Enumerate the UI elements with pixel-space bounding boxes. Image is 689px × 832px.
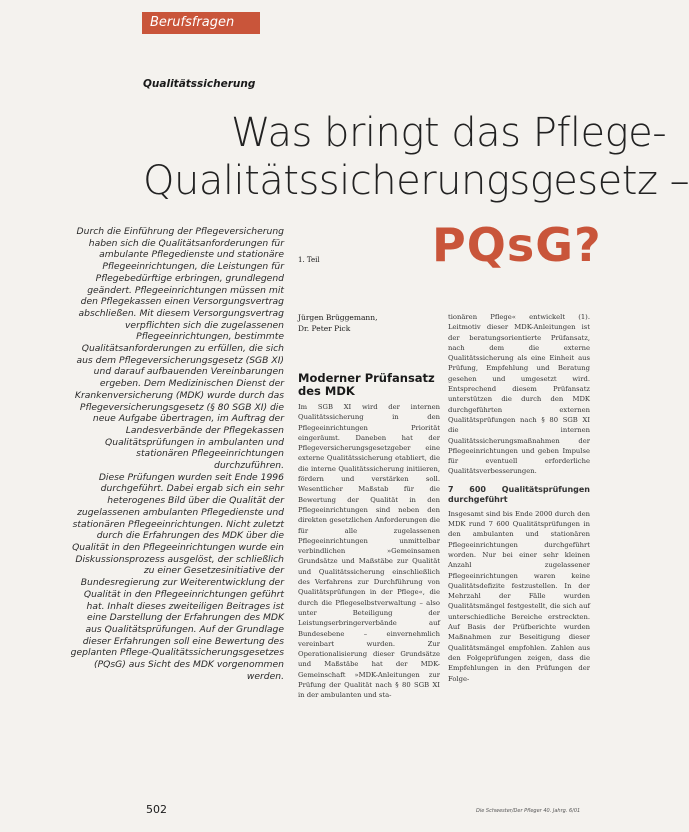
- body-text: Im SGB XI wird der internen Qualitätssicherung in den Pflegeeinrichtungen Priorität eingeräumt. Daneben hat der Pflegeversicherungsgesetzgeber eine externe Qualitätssicherung etabliert, die die interne Qualitätssicherung initiieren, fördern und verstärken soll. Wesentlicher Maßstab für die Bewertung der Qualität in den Pflegeeinrichtungen sind neben den direkten gesetzlichen Anforderungen die für alle zugelassenen Pflegeeinrichtungen unmittelbar verbindlichen »Gemeinsamen Grundsätze und Maßstäbe zur Qualität und Qualitätssicherung einschließlich des Verfahrens zur Durchführung von Qualitätsprüfungen in der Pflege«, die durch die Pflegeselbstverwaltung – also unter Beteiligung der Leistungserbringerverbände auf Bundesebene – einvernehmlich vereinbart wurden. Zur Operationalisierung dieser Grundsätze und Maßstäbe hat der MDK-Gemeinschaft »MDK-Anleitungen zur Prüfung der Qualität nach § 80 SGB XI in der ambulanten und sta-: [298, 403, 440, 700]
- body-text: tionären Pflege« entwickelt (1). Leitmotiv dieser MDK-Anleitungen ist der beratungsorientierte Prüfansatz, nach dem die externe Qualitätssicherung als eine Einheit aus Prüfung, Empfehlung und Beratung gesehen und umgesetzt wird. Entsprechend diesem Prüfansatz unterstützen die durch den MDK durchgeführten externen Qualitätsprüfungen nach § 80 SGB XI die internen Qualitätssicherungsmaßnahmen der Pflegeeinrichtungen und geben Impulse für eventuell erforderliche Qualitätsverbesserungen.: [448, 313, 590, 476]
- headline-line-1: Was bringt das Pflege-: [231, 110, 667, 156]
- author-name: Jürgen Brüggemann,: [298, 313, 378, 322]
- section-tab: Berufsfragen: [142, 12, 260, 34]
- footer-citation: Die Schwester/Der Pfleger 40. Jahrg. 6/01: [476, 808, 581, 814]
- headline-highlight: PQsG?: [432, 218, 602, 272]
- author-block: [298, 312, 438, 334]
- section-heading: Moderner Prüfansatz des MDK: [298, 371, 435, 398]
- column-2: [298, 402, 440, 701]
- author-name: Dr. Peter Pick: [298, 324, 351, 333]
- section-heading: 7 600 Qualitätsprüfungen durchgeführt: [448, 484, 590, 504]
- column-3: [448, 312, 590, 684]
- topic-label: Qualitätssicherung: [143, 78, 256, 90]
- headline-line-2: Qualitätssicherungsgesetz –: [143, 158, 689, 204]
- body-text: Insgesamt sind bis Ende 2000 durch den MDK rund 7 600 Qualitätsprüfungen in den ambulanten und stationären Pflegeeinrichtungen durchgeführt worden. Nur bei einer sehr kleinen Anzahl zugelassener Pflegeeinrichtungen waren keine Qualitätsdefizite festzustellen. In der Mehrzahl der Fälle wurden Qualitätsmängel festgestellt, die sich auf unterschiedliche Bereiche erstreckten. Auf Basis der Prüfberichte wurden Maßnahmen zur Beseitigung dieser Qualitätsmängel empfohlen. Zahlen aus den Folgeprüfungen zeigen, dass die Empfehlungen in den Prüfungen der Folge-: [448, 509, 590, 683]
- page-number: 502: [146, 803, 167, 816]
- part-label: 1. Teil: [298, 256, 320, 264]
- intro-paragraph: Diese Prüfungen wurden seit Ende 1996 durchgeführt. Dabei ergab sich ein sehr heterogenes Bild über die Qualität der zugelassenen ambulanten Pflegedienste und stationären Pflegeeinrichtungen. Nicht zuletzt durch die Erfahrungen des MDK über die Qualität in den Pflegeeinrichtungen wurde ein Diskussionsprozess ausgelöst, der schließlich zu einer Gesetzesinitiative der Bundesregierung zur Weiterentwicklung der Qualität in den Pflegeeinrichtungen geführt hat. Inhalt dieses zweiteiligen Beitrages ist eine Darstellung der Erfahrungen des MDK aus Qualitätsprüfungen. Auf der Grundlage dieser Erfahrungen soll eine Bewertung des geplanten Pflege-Qualitätssicherungsgesetzes (PQsG) aus Sicht des MDK vorgenommen werden.: [70, 471, 284, 682]
- intro-text: [70, 226, 284, 682]
- column-2-heading-wrap: [298, 372, 440, 402]
- intro-paragraph: Durch die Einführung der Pflegeversicherung haben sich die Qualitätsanforderungen für ambulante Pflegedienste und stationäre Pflegeeinrichtungen, die Leistungen für Pflegebedürftige erbringen, grundlegend geändert. Pflegeeinrichtungen müssen mit den Pflegekassen einen Versorgungsvertrag abschließen. Mit diesem Versorgungsvertrag verpflichten sich die zugelassenen Pflegeeinrichtungen, bestimmte Qualitätsanforderungen zu erfüllen, die sich aus dem Pflegeversicherungsgesetz (SGB XI) und darauf aufbauenden Vereinbarungen ergeben. Dem Medizinischen Dienst der Krankenversicherung (MDK) wurde durch das Pflegeversicherungsgesetz (§ 80 SGB XI) die neue Aufgabe übertragen, im Auftrag der Landesverbände der Pflegekassen Qualitätsprüfungen in ambulanten und stationären Pflegeeinrichtungen durchzuführen.: [74, 226, 284, 472]
